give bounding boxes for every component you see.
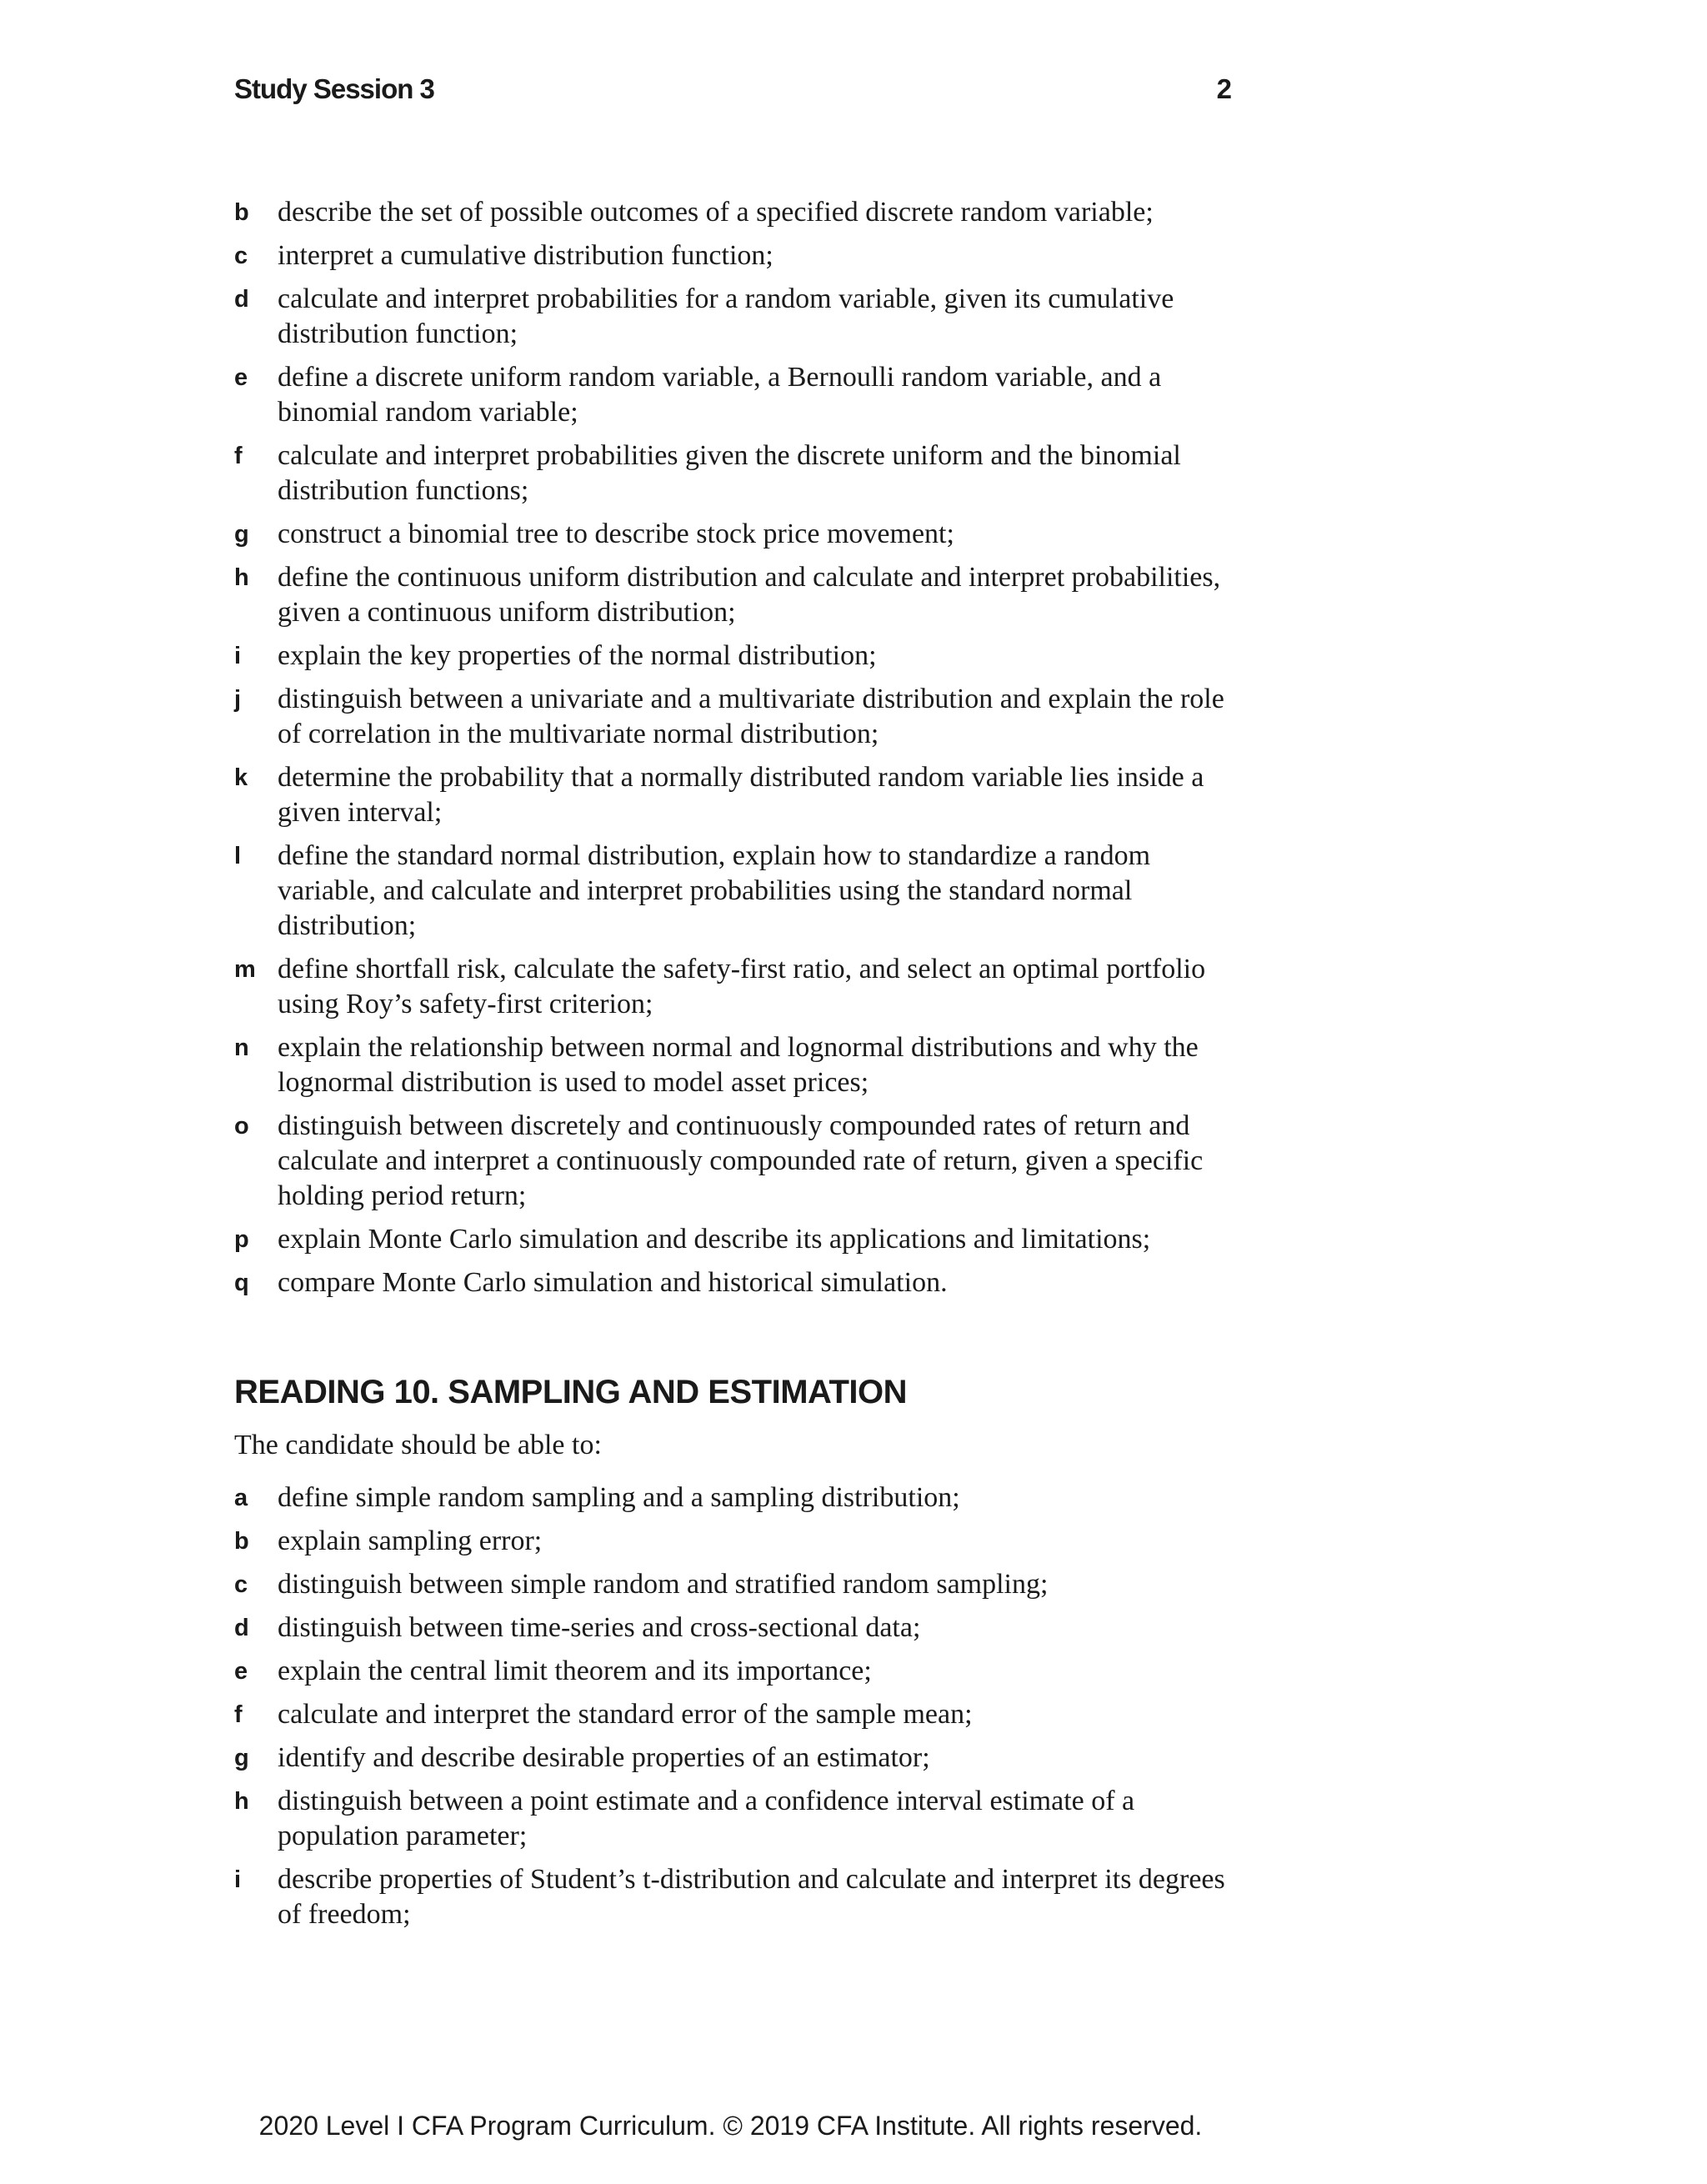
- item-letter: i: [234, 1866, 242, 1893]
- item-text: define a discrete uniform random variable, a Bernoulli random variable, and a binomial random variable;: [278, 362, 1162, 428]
- item-text: define simple random sampling and a sampling distribution;: [278, 1482, 960, 1513]
- item-text: describe the set of possible outcomes of a specified discrete random variable;: [278, 197, 1154, 228]
- item-letter: o: [234, 1113, 249, 1140]
- list-item: [234, 760, 1234, 830]
- item-text: determine the probability that a normally distributed random variable lies inside a given interval;: [278, 762, 1204, 828]
- item-text: construct a binomial tree to describe stock price movement;: [278, 518, 954, 549]
- list-item: [234, 1862, 1234, 1932]
- item-letter: g: [234, 521, 249, 548]
- page-header: [234, 73, 1231, 113]
- list-item: [234, 1524, 1234, 1559]
- list-item: [234, 839, 1234, 944]
- reading-heading: READING 10. SAMPLING AND ESTIMATION: [234, 1374, 907, 1410]
- item-letter: p: [234, 1226, 249, 1253]
- item-letter: c: [234, 1571, 248, 1598]
- item-text: explain the key properties of the normal distribution;: [278, 640, 877, 671]
- item-letter: d: [234, 1615, 249, 1641]
- item-letter: e: [234, 364, 248, 391]
- item-letter: h: [234, 564, 249, 591]
- list-item: [234, 952, 1234, 1022]
- list-item: [234, 1265, 1234, 1300]
- list-item: [234, 560, 1234, 630]
- item-text: define the standard normal distribution, explain how to standardize a random variable, and calculate and interpret probabilities using the standard normal distribution;: [278, 840, 1151, 941]
- copyright-footer: 2020 Level I CFA Program Curriculum. © 2019 CFA Institute. All rights reserved.: [258, 2111, 1203, 2141]
- item-text: define shortfall risk, calculate the safety-first ratio, and select an optimal portfolio using Roy’s safety-first criterion;: [278, 954, 1206, 1019]
- item-text: explain the central limit theorem and its importance;: [278, 1656, 872, 1686]
- item-text: distinguish between a point estimate and a confidence interval estimate of a population parameter;: [278, 1786, 1135, 1851]
- list-item: [234, 360, 1234, 430]
- item-letter: a: [234, 1485, 248, 1511]
- list-item: [234, 639, 1234, 674]
- page-number: 2: [1216, 73, 1231, 104]
- item-text: calculate and interpret the standard error of the sample mean;: [278, 1699, 973, 1730]
- item-letter: e: [234, 1658, 248, 1685]
- list-item: [234, 1654, 1234, 1689]
- list-item: [234, 1030, 1234, 1100]
- list-item: [234, 1222, 1234, 1257]
- item-text: distinguish between simple random and stratified random sampling;: [278, 1569, 1049, 1600]
- list-item: [234, 1741, 1234, 1776]
- item-text: interpret a cumulative distribution function;: [278, 240, 773, 271]
- reading-10-objectives: [234, 1480, 1234, 1941]
- list-item: [234, 682, 1234, 752]
- item-letter: q: [234, 1270, 249, 1296]
- item-letter: g: [234, 1745, 249, 1771]
- item-letter: l: [234, 843, 242, 869]
- list-item: [234, 195, 1234, 230]
- item-text: distinguish between a univariate and a multivariate distribution and explain the role of correlation in the multivariate normal distribution;: [278, 684, 1224, 749]
- list-item: [234, 282, 1234, 352]
- item-text: identify and describe desirable properties of an estimator;: [278, 1742, 930, 1773]
- list-item: [234, 517, 1234, 552]
- item-letter: m: [234, 956, 256, 983]
- list-item: [234, 438, 1234, 508]
- reading-9-objectives: [234, 195, 1234, 1309]
- list-item: [234, 1697, 1234, 1732]
- reading-intro: The candidate should be able to:: [234, 1430, 602, 1460]
- item-text: distinguish between time-series and cross-sectional data;: [278, 1612, 921, 1643]
- item-letter: k: [234, 764, 248, 791]
- item-letter: f: [234, 1701, 243, 1728]
- item-letter: i: [234, 643, 242, 669]
- list-item: [234, 1109, 1234, 1214]
- item-letter: h: [234, 1788, 249, 1815]
- item-letter: j: [234, 686, 242, 713]
- item-letter: f: [234, 443, 243, 469]
- item-text: calculate and interpret probabilities for a random variable, given its cumulative distribution function;: [278, 283, 1174, 349]
- item-letter: b: [234, 199, 249, 226]
- item-text: explain the relationship between normal and lognormal distributions and why the lognormal distribution is used to model asset prices;: [278, 1032, 1199, 1098]
- list-item: [234, 1610, 1234, 1646]
- session-title: Study Session 3: [234, 73, 434, 104]
- list-item: [234, 1480, 1234, 1515]
- item-letter: c: [234, 243, 248, 269]
- item-text: explain sampling error;: [278, 1525, 543, 1556]
- item-text: distinguish between discretely and continuously compounded rates of return and calculate and interpret a continuously compounded rate of return, given a specific holding period return;: [278, 1110, 1204, 1211]
- item-text: explain Monte Carlo simulation and describe its applications and limitations;: [278, 1224, 1151, 1255]
- item-text: describe properties of Student’s t-distribution and calculate and interpret its degrees of freedom;: [278, 1864, 1225, 1930]
- list-item: [234, 1567, 1234, 1602]
- item-text: calculate and interpret probabilities given the discrete uniform and the binomial distribution functions;: [278, 440, 1181, 506]
- item-text: define the continuous uniform distribution and calculate and interpret probabilities, given a continuous uniform distribution;: [278, 562, 1221, 628]
- list-item: [234, 238, 1234, 273]
- item-letter: n: [234, 1034, 249, 1061]
- item-letter: d: [234, 286, 249, 313]
- item-letter: b: [234, 1528, 249, 1555]
- item-text: compare Monte Carlo simulation and historical simulation.: [278, 1267, 948, 1298]
- list-item: [234, 1784, 1234, 1854]
